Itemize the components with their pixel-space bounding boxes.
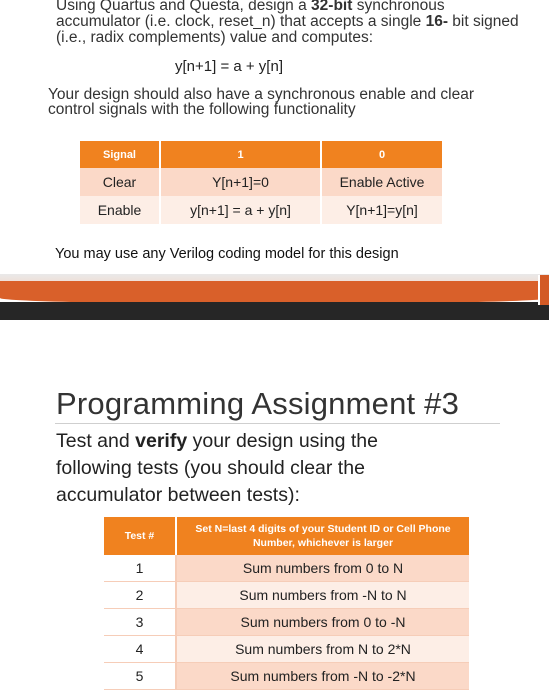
intro-text-2: synchronous accumulator (i.e. clock, reset_n) that accepts a single	[56, 0, 445, 30]
signal-table-header	[80, 141, 442, 168]
test-description: Sum numbers from -N to -2*N	[176, 663, 469, 690]
header-zero: 0	[321, 141, 442, 168]
slide-divider-dark	[0, 302, 549, 320]
intro-text-3: bit signed (i.e., radix complements) value and computes:	[56, 13, 519, 46]
desc-bold: verify	[135, 430, 188, 452]
assignment-title: Programming Assignment #3	[56, 386, 460, 421]
table-cell: Y[n+1]=0	[160, 168, 321, 196]
table-row	[80, 168, 442, 196]
table-cell: Enable Active	[321, 168, 442, 196]
table-cell: Enable	[80, 196, 160, 224]
header-one: 1	[160, 141, 321, 168]
desc-text-2: your design using the following tests (you should clear the accumulator between tests):	[56, 430, 378, 506]
test-number: 2	[104, 582, 176, 609]
header-test-description: Set N=last 4 digits of your Student ID or Cell Phone Number, whichever is larger	[176, 517, 469, 555]
test-number: 4	[104, 636, 176, 663]
accumulator-formula: y[n+1] = a + y[n]	[175, 58, 283, 75]
header-signal: Signal	[80, 141, 160, 168]
slide-divider-band	[0, 281, 549, 304]
table-cell: Y[n+1]=y[n]	[321, 196, 442, 224]
test-description: Sum numbers from 0 to N	[176, 555, 469, 582]
table-cell: Clear	[80, 168, 160, 196]
test-table-header	[104, 517, 469, 555]
table-row	[104, 582, 469, 609]
test-number: 1	[104, 555, 176, 582]
slide-divider-edge	[538, 275, 549, 305]
verilog-note: You may use any Verilog coding model for this design	[55, 246, 399, 262]
problem-intro	[56, 0, 526, 46]
intro-bold-1: 32-bit	[311, 0, 353, 14]
test-description: Sum numbers from N to 2*N	[176, 636, 469, 663]
desc-text-1: Test and	[56, 430, 136, 452]
header-test-number: Test #	[104, 517, 176, 555]
test-table	[104, 517, 469, 690]
test-number: 5	[104, 663, 176, 690]
table-row	[104, 609, 469, 636]
intro-text-1: Using Quartus and Questa, design a	[56, 0, 312, 14]
test-description: Sum numbers from -N to N	[176, 582, 469, 609]
signal-table	[80, 141, 442, 224]
table-row	[104, 663, 469, 690]
table-row	[104, 636, 469, 663]
table-row	[80, 196, 442, 224]
test-number: 3	[104, 609, 176, 636]
table-cell: y[n+1] = a + y[n]	[160, 196, 321, 224]
control-description: Your design should also have a synchronous enable and clear control signals with the following functionality	[48, 86, 474, 118]
assignment-description	[56, 428, 456, 509]
table-row	[104, 555, 469, 582]
intro-bold-2: 16-	[425, 13, 448, 30]
test-description: Sum numbers from 0 to -N	[176, 609, 469, 636]
title-divider	[55, 423, 500, 424]
